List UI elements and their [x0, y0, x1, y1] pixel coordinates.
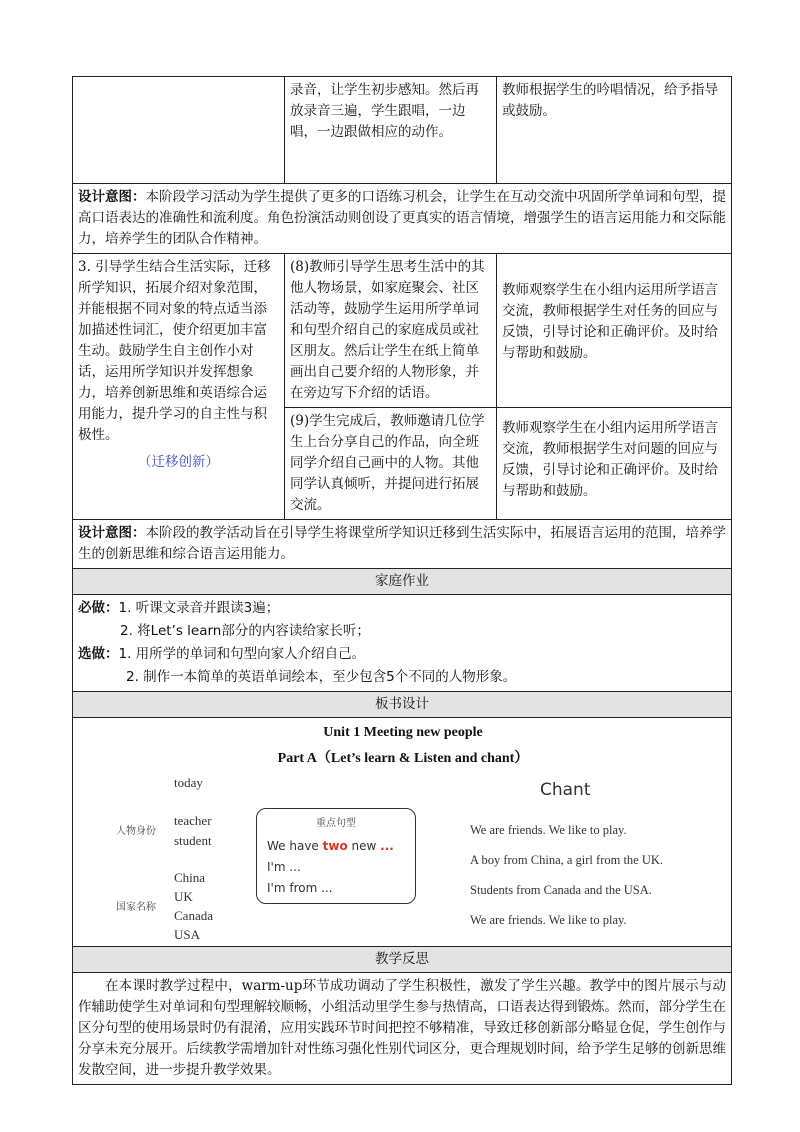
required-item: 1. 听课文录音并跟读3遍； [118, 600, 280, 616]
country-word: Canada [174, 908, 213, 923]
identity-label: 人物身份 [116, 826, 156, 837]
activity-9-cell: (9)学生完成后，教师邀请几位学生上台分享自己的作品，向全班同学介绍自己画中的人物。其他同学认真倾听，并提问进行拓展交流。 [285, 408, 497, 520]
homework-body [73, 595, 732, 692]
chant-line: We are friends. We like to play. [470, 913, 627, 927]
board-part-title: Part A（Let’s learn & Listen and chant） [277, 751, 529, 766]
reflection-body-row [73, 973, 732, 1085]
homework-header-row [73, 569, 732, 595]
homework-body-row [73, 595, 732, 692]
country-word: UK [174, 889, 193, 904]
chant-title: Chant [540, 780, 591, 800]
sentence-text: We have [267, 839, 323, 853]
country-word: USA [174, 927, 201, 942]
key-sentence-3: I'm from ... [267, 881, 333, 895]
evaluation-8-cell: 教师观察学生在小组内运用所学语言交流，教师根据学生对任务的回应与反馈，引导讨论和正确评价。及时给与帮助和鼓励。 [497, 254, 732, 408]
design-intent-1 [73, 184, 732, 254]
reflection-title: 教学反思 [73, 947, 732, 973]
identity-word: today [174, 775, 203, 790]
board-unit-title: Unit 1 Meeting new people [323, 725, 483, 740]
key-sentence-1 [267, 836, 394, 857]
reflection-text: 在本课时教学过程中，warm-up环节成功调动了学生积极性，激发了学生兴趣。教学中的图片展示与动作辅助使学生对单词和句型理解较顺畅，小组活动里学生参与热情高，口语表达得到锻炼。然而，部分学生在区分句型的使用场景时仍有混淆，应用实践环节时间把控不够精准，导致迁移创新部分略显仓促，学生创作与分享未充分展开。后续教学需增加针对性练习强化性别代词区分，更合理规划时间，给予学生足够的创新思维发散空间，进一步提升教学效果。 [73, 973, 732, 1085]
design-intent-label: 设计意图： [78, 525, 146, 541]
homework-title: 家庭作业 [73, 569, 732, 595]
design-intent-2 [73, 520, 732, 569]
stage-row-previous [73, 77, 732, 184]
design-intent-row-2 [73, 520, 732, 569]
goal-cell-empty [73, 77, 285, 184]
stage3-goal-cell [73, 254, 285, 520]
stage3-tag: （迁移创新） [138, 454, 219, 470]
key-sentence-head: 重点句型 [316, 818, 356, 829]
board-title: 板书设计 [73, 692, 732, 718]
activity-cell: 录音，让学生初步感知。然后再放录音三遍，学生跟唱，一边唱，一边跟做相应的动作。 [285, 77, 497, 184]
reflection-header-row [73, 947, 732, 973]
sentence-text: new [347, 839, 381, 853]
required-label: 必做： [78, 600, 119, 616]
identity-word: student [174, 833, 212, 848]
lesson-plan-table [72, 76, 732, 1085]
country-label: 国家名称 [116, 902, 156, 913]
activity-8-cell: (8)教师引导学生思考生活中的其他人物场景，如家庭聚会、社区活动等，鼓励学生运用所学单词和句型介绍自己的家庭成员或社区朋友。然后让学生在纸上简单画出自己要介绍的人物形象，并在旁边写下介绍的话语。 [285, 254, 497, 408]
design-intent-text: 本阶段学习活动为学生提供了更多的口语练习机会，让学生在互动交流中巩固所学单词和句型，提高口语表达的准确性和流利度。角色扮演活动则创设了更真实的语言情境，增强学生的语言运用能力和交际能力，培养学生的团队合作精神。 [78, 189, 726, 247]
stage-row-3 [73, 254, 732, 408]
homework-optional-1 [78, 643, 726, 666]
design-intent-text: 本阶段的教学活动旨在引导学生将课堂所学知识迁移到生活实际中，拓展语言运用的范围，培养学生的创新思维和综合语言运用能力。 [78, 525, 726, 562]
design-intent-label: 设计意图： [78, 189, 146, 205]
evaluation-9-cell: 教师观察学生在小组内运用所学语言交流，教师根据学生对问题的回应与反馈，引导讨论和正确评价。及时给与帮助和鼓励。 [497, 408, 732, 520]
board-body-row [73, 718, 732, 947]
homework-optional-2: 2. 制作一本简单的英语单词绘本，至少包含5个不同的人物形象。 [126, 669, 517, 685]
optional-label: 选做： [78, 646, 119, 662]
evaluation-cell: 教师根据学生的吟唱情况，给予指导或鼓励。 [497, 77, 732, 184]
country-word: China [174, 870, 206, 885]
board-canvas [78, 718, 726, 946]
optional-item: 1. 用所学的单词和句型向家人介绍自己。 [118, 646, 366, 662]
chant-line: We are friends. We like to play. [470, 823, 627, 837]
chant-line: A boy from China, a girl from the UK. [470, 853, 664, 867]
board-design [73, 718, 732, 947]
sentence-highlight: two [322, 839, 348, 853]
design-intent-row-1 [73, 184, 732, 254]
identity-word: teacher [174, 813, 212, 828]
homework-required-1 [78, 597, 726, 620]
sentence-dots: ... [380, 839, 394, 853]
chant-line: Students from Canada and the USA. [470, 883, 652, 897]
stage3-goal-text: 3. 引导学生结合生活实际，迁移所学知识，拓展介绍对象范围，并能根据不同对象的特点适当添加描述性词汇，使介绍更加丰富生动。鼓励学生自主创作小对话，运用所学知识并发挥想象力，培养创新思维和英语综合运用能力，提升学习的自主性与积极性。 [78, 259, 271, 443]
board-header-row [73, 692, 732, 718]
key-sentence-box [256, 808, 416, 904]
key-sentence-2: I'm ... [267, 860, 301, 874]
homework-required-2: 2. 将Let’s learn部分的内容读给家长听； [120, 623, 370, 639]
lesson-plan-page [72, 76, 732, 1085]
